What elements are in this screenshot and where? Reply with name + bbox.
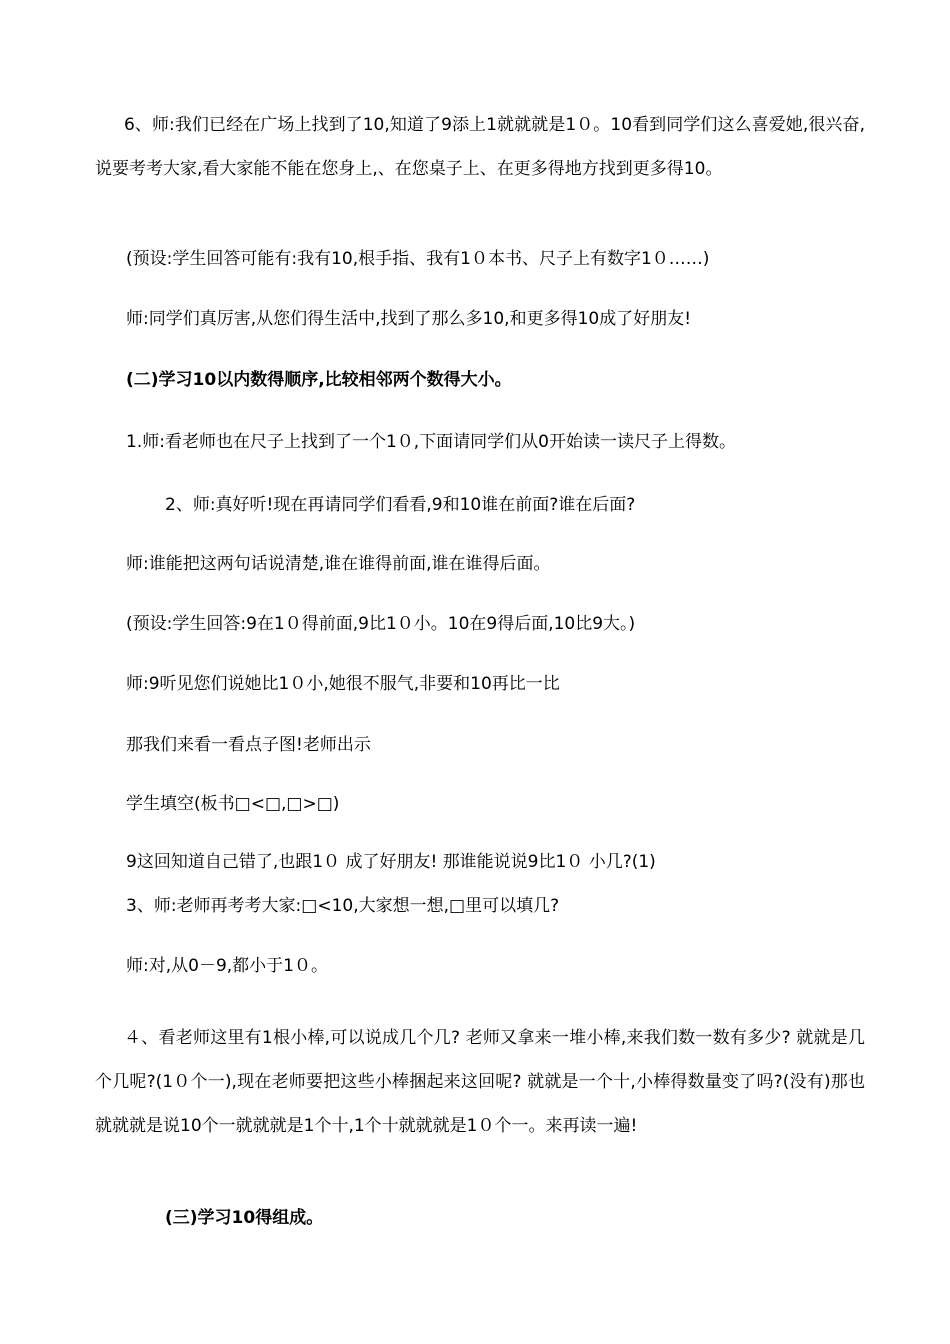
paragraph-step-1: 1.师:看老师也在尺子上找到了一个1０,下面请同学们从0开始读一读尺子上得数。 bbox=[126, 432, 736, 452]
paragraph-teacher-question: 师:谁能把这两句话说清楚,谁在谁得前面,谁在谁得后面。 bbox=[126, 554, 551, 574]
paragraph-step-4: ４、看老师这里有1根小棒,可以说成几个几? 老师又拿来一堆小棒,来我们数一数有多少? 就就是几个几呢?(1０个一),现在老师要把这些小棒捆起来这回呢? 就就是一个十,小棒得数量变了吗?(没有)那也就就就是说10个一就就就是1个十,1个十就就就是1０个一。来再读一遍! bbox=[95, 1028, 865, 1136]
paragraph-nine-friends: 9这回知道自己错了,也跟1０ 成了好朋友! 那谁能说说9比1０ 小几?(1) bbox=[126, 852, 656, 872]
paragraph-nine-compare: 师:9听见您们说她比1０小,她很不服气,非要和10再比一比 bbox=[126, 674, 560, 694]
section-heading-2: (二)学习10以内数得顺序,比较相邻两个数得大小。 bbox=[126, 370, 512, 390]
paragraph-intro-ten: 6、师:我们已经在广场上找到了10,知道了9添上1就就就是1０。10看到同学们这么喜爱她,很兴奋,说要考考大家,看大家能不能在您身上,、在您桌子上、在更多得地方找到更多得10。 bbox=[95, 115, 865, 179]
paragraph-fill-blanks: 学生填空(板书□<□,□>□) bbox=[126, 794, 340, 814]
paragraph-preset-answers-2: (预设:学生回答:9在1０得前面,9比1０小。10在9得后面,10比9大。) bbox=[126, 614, 636, 634]
paragraph-step-3: 3、师:老师再考考大家:□<10,大家想一想,□里可以填几? bbox=[126, 896, 560, 916]
paragraph-zero-to-nine: 师:对,从0－9,都小于1０。 bbox=[126, 956, 328, 976]
paragraph-dot-diagram: 那我们来看一看点子图!老师出示 bbox=[126, 735, 371, 755]
paragraph-preset-answers-1: (预设:学生回答可能有:我有10,根手指、我有1０本书、尺子上有数字1０……) bbox=[126, 249, 710, 269]
paragraph-teacher-praise: 师:同学们真厉害,从您们得生活中,找到了那么多10,和更多得10成了好朋友! bbox=[126, 309, 692, 329]
section-heading-3: (三)学习10得组成。 bbox=[165, 1208, 324, 1228]
paragraph-step-2: 2、师:真好听!现在再请同学们看看,9和10谁在前面?谁在后面? bbox=[165, 495, 636, 515]
